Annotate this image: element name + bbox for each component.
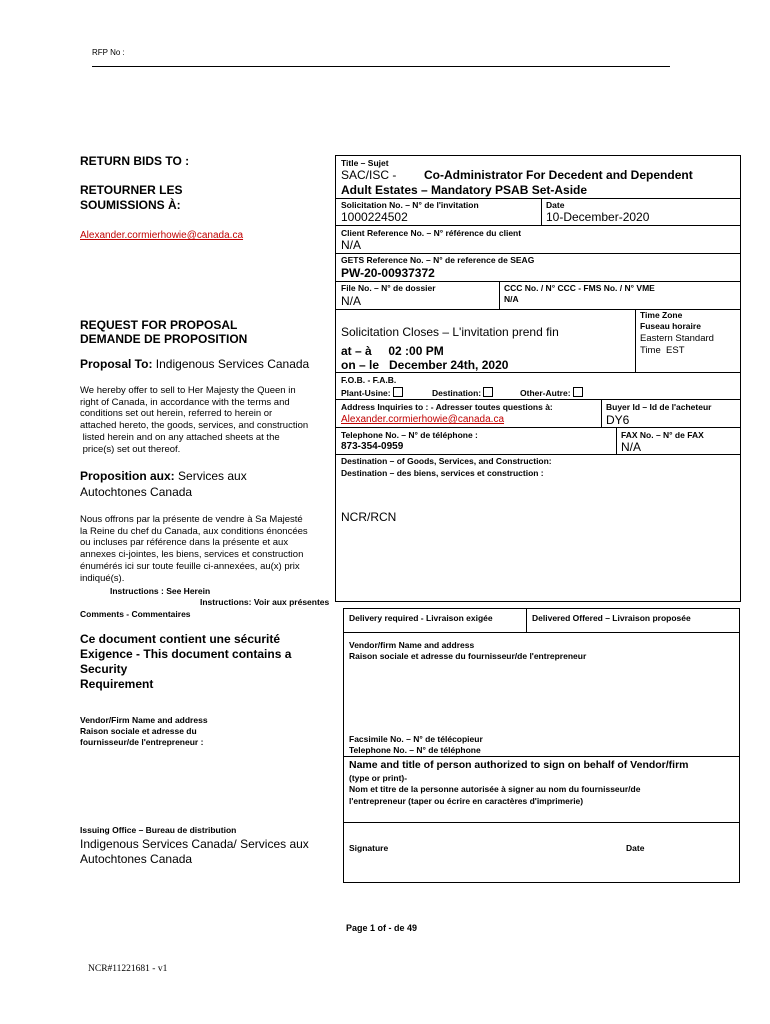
title-text1: Co-Administrator For Decedent and Dependent <box>424 168 693 182</box>
tz-label2: Fuseau horaire <box>640 321 701 331</box>
destination-label: Destination: <box>432 388 482 398</box>
date-value: 10-December-2020 <box>546 210 650 224</box>
offer-fr-line: énumérés ici sur toute feuille ci-annexées, au(x) prix <box>80 560 300 572</box>
offer-fr-line: annexes ci-jointes, les biens, services et construction <box>80 549 304 561</box>
divider <box>601 399 602 427</box>
authorized-title: Name and title of person authorized to sign on behalf of Vendor/firm <box>349 759 689 771</box>
divider <box>541 198 542 225</box>
gets-ref-value: PW-20-00937372 <box>341 266 435 280</box>
other-checkbox[interactable] <box>573 387 583 397</box>
rule <box>335 454 741 455</box>
phone-label: Telephone No. – N° de téléphone : <box>341 430 478 440</box>
vendor-name-en: Vendor/firm Name and address <box>349 640 475 650</box>
proposition-aux-value1: Services aux <box>178 469 247 483</box>
proposition-aux-label: Proposition aux: <box>80 469 175 483</box>
offer-fr-line: Nous offrons par la présente de vendre à Sa Majesté <box>80 514 303 525</box>
rule <box>335 253 741 254</box>
signature-label: Signature <box>349 843 389 853</box>
tz-value1: Eastern Standard <box>640 333 714 344</box>
fax-label: FAX No. – N° de FAX <box>621 430 704 440</box>
closes-time: at – à 02 :00 PM <box>341 344 444 358</box>
issuing-office-value1: Indigenous Services Canada/ Services aux <box>80 837 309 851</box>
fax-value: N/A <box>621 440 642 454</box>
offer-en-line: right of Canada, in accordance with the terms and <box>80 396 290 408</box>
plant-checkbox[interactable] <box>393 387 403 397</box>
rule <box>343 632 740 633</box>
instructions-fr: Instructions: Voir aux présentes <box>200 597 330 607</box>
ccc-value: N/A <box>504 294 519 304</box>
return-bids-heading: RETURN BIDS TO : <box>80 154 190 168</box>
nom-line2: l'entrepreneur (taper ou écrire en caractères d'imprimerie) <box>349 796 584 806</box>
file-no-value: N/A <box>341 294 362 308</box>
offer-en <box>80 385 325 455</box>
instructions-en: Instructions : See Herein <box>110 586 211 596</box>
plant-label: Plant-Usine: <box>341 388 391 398</box>
other-autre <box>520 387 583 398</box>
proposition-aux-value2: Autochtones Canada <box>80 485 193 499</box>
issuing-office-value2: Autochtones Canada <box>80 852 193 866</box>
ccc-label: CCC No. / N° CCC - FMS No. / N° VME <box>504 283 655 293</box>
delivered-offered: Delivered Offered – Livraison proposée <box>532 613 691 623</box>
offer-fr-line: la Reine du chef du Canada, aux conditions énoncées <box>80 525 308 537</box>
vendor-name-fr: Raison sociale et adresse du fournisseur/de l'entrepreneur <box>349 651 587 661</box>
divider <box>635 309 636 372</box>
tz-value2: Time EST <box>640 345 685 356</box>
comments-label: Comments - Commentaires <box>80 609 191 619</box>
page-number: Page 1 of - de 49 <box>346 923 418 933</box>
offer-fr-line: indiqué(s). <box>80 572 125 584</box>
rule <box>343 822 740 823</box>
offer-fr <box>80 514 325 584</box>
type-print: (type or print)- <box>349 773 408 783</box>
buyer-id-label: Buyer Id – Id de l'acheteur <box>606 402 712 412</box>
offer-en-line: attached hereto, the goods, services, and construction <box>80 420 309 432</box>
closes-date: on – le December 24th, 2020 <box>341 358 509 372</box>
security-line: Security <box>80 662 128 676</box>
solicitation-no-label: Solicitation No. – N° de l'invitation <box>341 200 479 210</box>
nom-line1: Nom et titre de la personne autorisée à signer au nom du fournisseur/de <box>349 784 641 794</box>
dest-goods-en: Destination – of Goods, Services, and Construction: <box>341 456 552 466</box>
title-text2: Adult Estates – Mandatory PSAB Set-Aside <box>341 183 588 197</box>
delivery-required: Delivery required - Livraison exigée <box>349 613 493 623</box>
dest-value: NCR/RCN <box>341 510 397 524</box>
vendor-left <box>80 715 208 748</box>
client-ref-label: Client Reference No. – N° référence du client <box>341 228 522 238</box>
plant-usine <box>341 387 403 398</box>
phone-value: 873-354-0959 <box>341 441 404 452</box>
rule <box>335 225 741 226</box>
title-prefix: SAC/ISC - <box>341 168 397 182</box>
title-label: Title – Sujet <box>341 158 389 168</box>
offer-en-line: listed herein and on any attached sheets at the <box>80 431 280 443</box>
proposal-to <box>80 357 309 371</box>
header-rule <box>92 66 670 67</box>
return-email-link[interactable]: Alexander.cormierhowie@canada.ca <box>80 230 244 241</box>
security-line: Requirement <box>80 677 154 691</box>
proposition-aux <box>80 469 247 483</box>
rule <box>335 399 741 400</box>
security-line: Ce document contient une sécurité <box>80 632 281 646</box>
inquiries-email-link[interactable]: Alexander.cormierhowie@canada.ca <box>341 414 505 425</box>
divider <box>616 427 617 454</box>
rule <box>335 281 741 282</box>
rfp-title-fr: DEMANDE DE PROPOSITION <box>80 332 248 346</box>
client-ref-value: N/A <box>341 238 362 252</box>
vendor-left-line: Vendor/Firm Name and address <box>80 715 208 725</box>
divider <box>499 281 500 309</box>
date-label: Date <box>546 200 565 210</box>
other-label: Other-Autre: <box>520 388 571 398</box>
address-inquiries-label: Address Inquiries to : - Adresser toutes questions à: <box>341 402 553 412</box>
offer-fr-line: ou incluses par référence dans la présente et aux <box>80 537 289 549</box>
divider <box>526 608 527 632</box>
offer-en-line: We hereby offer to sell to Her Majesty the Queen in <box>80 385 296 396</box>
telephone2-label: Telephone No. – N° de téléphone <box>349 745 481 755</box>
vendor-left-line: fournisseur/de l'entrepreneur : <box>80 737 204 747</box>
destination-fob <box>432 387 493 398</box>
offer-en-line: price(s) set out thereof. <box>80 443 181 455</box>
dest-goods-fr: Destination – des biens, services et construction : <box>341 468 544 478</box>
security-notice <box>80 632 291 692</box>
vendor-left-line: Raison sociale et adresse du <box>80 726 197 736</box>
buyer-id-value: DY6 <box>606 413 630 427</box>
file-no-label: File No. – N° de dossier <box>341 283 436 293</box>
proposal-to-value: Indigenous Services Canada <box>155 357 310 371</box>
rule <box>335 372 741 373</box>
ncr-id: NCR#11221681 - v1 <box>88 964 168 974</box>
rule <box>335 198 741 199</box>
gets-ref-label: GETS Reference No. – N° de reference de SEAG <box>341 255 535 265</box>
issuing-office-label: Issuing Office – Bureau de distribution <box>80 825 237 835</box>
retourner-line1: RETOURNER LES <box>80 183 183 197</box>
rfp-no-label: RFP No : <box>92 48 125 57</box>
destination-checkbox[interactable] <box>483 387 493 397</box>
offer-en-line: conditions set out herein, referred to herein or <box>80 408 273 420</box>
proposal-to-label: Proposal To: <box>80 357 153 371</box>
rule <box>335 427 741 428</box>
fob-label: F.O.B. - F.A.B. <box>341 375 397 385</box>
security-line: Exigence - This document contains a <box>80 647 292 661</box>
tz-label1: Time Zone <box>640 310 683 320</box>
retourner-line2: SOUMISSIONS À: <box>80 198 181 212</box>
rfp-title-en: REQUEST FOR PROPOSAL <box>80 318 238 332</box>
solicitation-no-value: 1000224502 <box>341 210 408 224</box>
rule <box>343 756 740 757</box>
closes-label: Solicitation Closes – L'invitation prend fin <box>341 325 559 339</box>
facsimile-label: Facsimile No. – N° de télécopieur <box>349 734 483 744</box>
date2-label: Date <box>626 843 645 853</box>
